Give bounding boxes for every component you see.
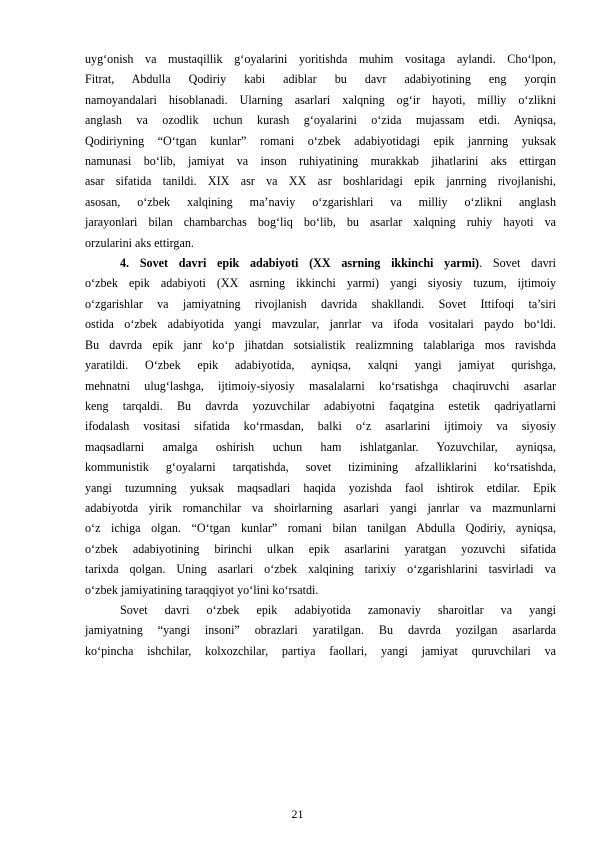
text-line: uyg‘onish va mustaqillik g‘oyalarini yoritishda muhim vositaga aylandi. Cho‘lpon, xyxy=(85,52,556,66)
text-line: Bu davrda epik janr ko‘p jihatdan sotsialistik realizmning talablariga mos ravishda xyxy=(85,337,556,352)
text-line: orzularini aks ettirgan. xyxy=(85,235,194,250)
text-line: o‘zbek adabiyotining birinchi ulkan epik asarlarini yaratgan yozuvchi sifatida xyxy=(85,541,556,556)
paragraph-2 xyxy=(85,253,556,600)
text-line: o‘z ichiga olgan. “O‘tgan kunlar” romani bilan tanilgan Abdulla Qodiriy, ayniqsa, xyxy=(85,521,556,536)
text-line: adabiyotda yirik romanchilar va shoirlarning asarlari yangi janrlar va mazmunlarni xyxy=(85,500,556,515)
text-line: Fitrat, Abdulla Qodiriy kabi adiblar bu davr adabiyotining eng yorqin xyxy=(85,72,556,87)
text-line: Sovet davri o‘zbek epik adabiyotida zamonaviy sharoitlar va yangi xyxy=(120,602,556,617)
heading-line-rest: . Sovet davri xyxy=(479,256,556,271)
text-line: yangi tuzumning yuksak maqsadlari haqida yozishda faol ishtirok etdilar. Epik xyxy=(85,480,556,495)
text-line: tarixda qolgan. Uning asarlari o‘zbek xalqining tarixiy o‘zgarishlarini tasvirladi va xyxy=(85,562,556,577)
section-heading-line xyxy=(85,253,556,273)
text-line: jamiyatning “yangi insoni” obrazlari yaratilgan. Bu davrda yozilgan asarlarda xyxy=(85,623,556,638)
text-line: mehnatni ulug‘lashga, ijtimoiy-siyosiy masalalarni ko‘rsatishga chaqiruvchi asarlar xyxy=(85,378,556,393)
text-line: o‘zgarishlar va jamiyatning rivojlanish davrida shakllandi. Sovet Ittifoqi ta’siri xyxy=(85,296,556,311)
text-line: ostida o‘zbek adabiyotida yangi mavzular, janrlar va ifoda vositalari paydo bo‘ldi. xyxy=(85,317,556,332)
text-line: asar sifatida tanildi. XIX asr va XX asr boshlaridagi epik janrning rivojlanishi, xyxy=(85,174,556,189)
page-number: 21 xyxy=(291,807,304,821)
text-line: o‘zbek epik adabiyoti (XX asrning ikkinchi yarmi) yangi siyosiy tuzum, ijtimoiy xyxy=(85,276,556,291)
section-heading: 4. Sovet davri epik adabiyoti (XX asrning ikkinchi yarmi) xyxy=(120,256,480,271)
text-line: namoyandalari hisoblanadi. Ularning asarlari xalqning og‘ir hayoti, milliy o‘zlikni xyxy=(85,92,556,107)
text-line: o‘zbek jamiyatining taraqqiyot yo‘lini ko‘rsatdi. xyxy=(85,582,319,597)
text-line: namunasi bo‘lib, jamiyat va inson ruhiyatining murakkab jihatlarini aks ettirgan xyxy=(85,154,556,169)
text-line: keng tarqaldi. Bu davrda yozuvchilar adabiyotni faqatgina estetik qadriyatlarni xyxy=(85,398,556,413)
text-line: yaratildi. O‘zbek epik adabiyotida, ayniqsa, xalqni yangi jamiyat qurishga, xyxy=(85,358,556,373)
text-line: kommunistik g‘oyalarni tarqatishda, sovet tizimining afzalliklarini ko‘rsatishda, xyxy=(85,460,556,475)
text-line: maqsadlarni amalga oshirish uchun ham ishlatganlar. Yozuvchilar, ayniqsa, xyxy=(85,439,556,454)
paragraph-3 xyxy=(85,600,556,661)
text-line: jarayonlari bilan chambarchas bog‘liq bo‘lib, bu asarlar xalqning ruhiy hayoti va xyxy=(85,215,556,230)
text-line: ifodalash vositasi sifatida ko‘rmasdan, balki o‘z asarlarini ijtimoiy va siyosiy xyxy=(85,419,556,434)
text-line: anglash va ozodlik uchun kurash g‘oyalarini o‘zida mujassam etdi. Ayniqsa, xyxy=(85,113,556,128)
paragraph-1 xyxy=(85,49,556,253)
text-line: asosan, o‘zbek xalqining ma’naviy o‘zgarishlari va milliy o‘zlikni anglash xyxy=(85,194,556,209)
document-page xyxy=(85,49,556,661)
text-line: ko‘pincha ishchilar, kolxozchilar, partiya faollari, yangi jamiyat quruvchilari va xyxy=(85,643,556,658)
text-line: Qodiriyning “O‘tgan kunlar” romani o‘zbek adabiyotidagi epik janrning yuksak xyxy=(85,133,556,148)
